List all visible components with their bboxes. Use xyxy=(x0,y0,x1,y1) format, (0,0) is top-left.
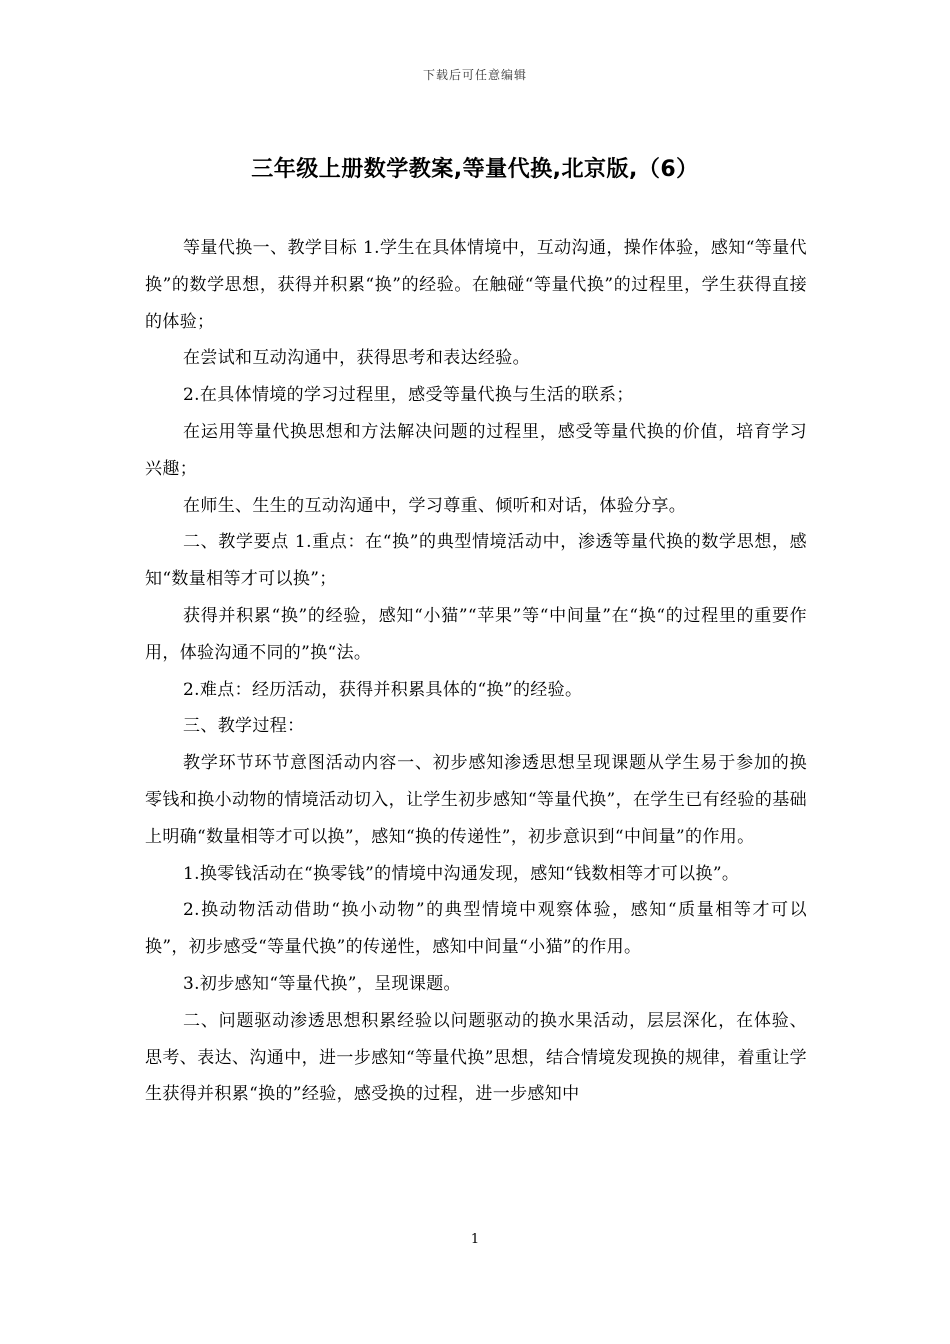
paragraph: 在师生、生生的互动沟通中，学习尊重、倾听和对话，体验分享。 xyxy=(183,495,687,516)
document-body xyxy=(145,230,807,1113)
paragraph: 1.换零钱活动在“换零钱”的情境中沟通发现，感知“钱数相等才可以换”。 xyxy=(183,863,740,884)
paragraph: 2.在具体情境的学习过程里，感受等量代换与生活的联系； xyxy=(183,385,634,406)
paragraph: 2.换动物活动借助“换小动物”的典型情境中观察体验，感知“质量相等才可以换”，初步感受“等量代换”的传递性，感知中间量“小猫”的作用。 xyxy=(145,900,807,958)
paragraph: 二、问题驱动渗透思想积累经验以问题驱动的换水果活动，层层深化，在体验、思考、表达、沟通中，进一步感知“等量代换”思想，结合情境发现换的规律，着重让学生获得并积累“换的”经验，感受换的过程，进一步感知中 xyxy=(145,1010,807,1105)
document-title: 三年级上册数学教案,等量代换,北京版,（6） xyxy=(251,157,699,182)
paragraph: 等量代换一、教学目标 1.学生在具体情境中，互动沟通，操作体验，感知“等量代换”的数学思想，获得并积累“换”的经验。在触碰“等量代换”的过程里，学生获得直接的体验； xyxy=(145,238,807,332)
paragraph: 2.难点：经历活动，获得并积累具体的“换”的经验。 xyxy=(183,679,583,700)
paragraph: 三、教学过程： xyxy=(183,716,305,737)
paragraph: 获得并积累“换”的经验，感知“小猫”“苹果”等“中间量”在“换“的过程里的重要作用，体验沟通不同的”换“法。 xyxy=(145,605,807,663)
paragraph: 在尝试和互动沟通中，获得思考和表达经验。 xyxy=(183,348,530,369)
paragraph: 3.初步感知“等量代换”，呈现课题。 xyxy=(183,973,461,994)
header-note: 下载后可任意编辑 xyxy=(422,68,527,82)
page-number: 1 xyxy=(470,1232,480,1247)
paragraph: 在运用等量代换思想和方法解决问题的过程里，感受等量代换的价值，培育学习兴趣； xyxy=(145,421,807,479)
paragraph: 教学环节环节意图活动内容一、初步感知渗透思想呈现课题从学生易于参加的换零钱和换小动物的情境活动切入，让学生初步感知“等量代换”，在学生已有经验的基础上明确“数量相等才可以换”，感知“换的传递性”，初步意识到“中间量”的作用。 xyxy=(145,753,807,847)
paragraph: 二、教学要点 1.重点：在“换”的典型情境活动中，渗透等量代换的数学思想，感知“数量相等才可以换”； xyxy=(145,532,807,590)
